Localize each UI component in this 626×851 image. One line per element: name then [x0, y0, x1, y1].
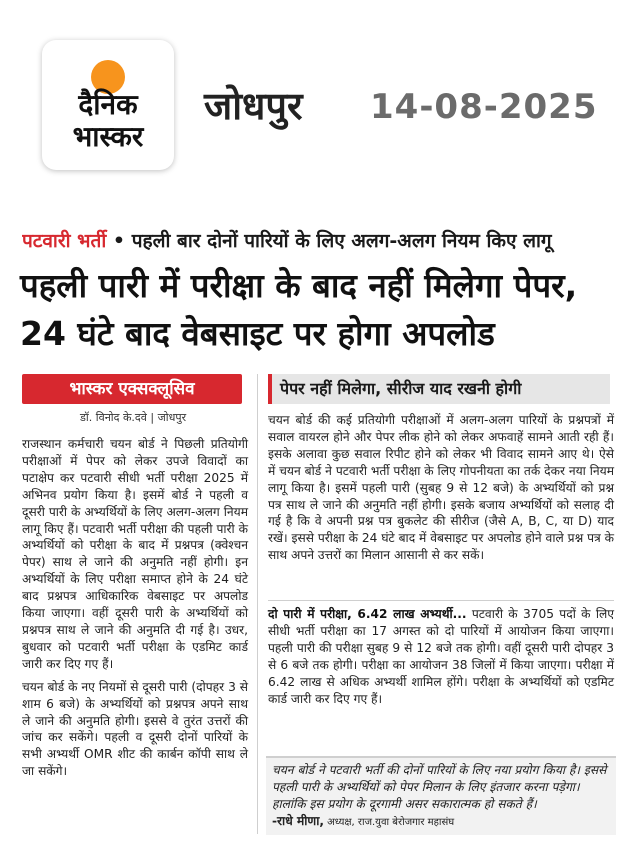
section-rule	[268, 600, 614, 601]
column-divider	[257, 374, 258, 834]
right-column	[268, 412, 614, 570]
right-subhead: पेपर नहीं मिलेगा, सीरीज याद रखनी होगी	[268, 374, 610, 404]
right-paragraph-1: चयन बोर्ड की कई प्रतियोगी परीक्षाओं में अलग-अलग पारियों के प्रश्नपत्रों में सवाल वायरल होने और पेपर लीक होने को लेकर अफवाहें सामने आती रही हैं। इसके अलावा कुछ सवाल रिपीट होने को लेकर भी विवाद सामने आए थे। ऐसे में चयन बोर्ड ने पटवारी भर्ती परीक्षा के लिए गोपनीयता का तर्क देकर नया नियम लागू किया है। इसमें पहली पारी (सुबह 9 से 12 बजे) के अभ्यर्थियों को प्रश्न पत्र साथ ले जाने की अनुमति नहीं होगी। इसके बजाय अभ्यर्थियों को सलाह दी गई है कि वे अपनी प्रश्न पत्र बुकलेट की सीरीज (जैसे A, B, C, या D) याद रखें। इससे परीक्षा के 24 घंटे बाद में वेबसाइट पर अपलोड होने वाले प्रश्न पत्र के साथ अपने उत्तरों का मिलान आसानी से कर सकें।	[268, 413, 614, 563]
tag-label: पटवारी भर्ती	[22, 230, 107, 252]
dainik-bhaskar-logo	[42, 40, 174, 170]
exam-info-box	[268, 606, 614, 708]
tag-text: पहली बार दोनों पारियों के लिए अलग-अलग नियम किए लागू	[131, 230, 552, 252]
quote-role: अध्यक्ष, राज.युवा बेरोजगार महासंघ	[323, 817, 455, 828]
article-tagline	[22, 228, 622, 254]
left-paragraph-1: राजस्थान कर्मचारी चयन बोर्ड ने पिछली प्रतियोगी परीक्षाओं में पेपर को लेकर उपजे विवादों का पटाक्षेप कर पटवारी सीधी भर्ती परीक्षा 2025 में अभिनव प्रयोग किया है। इसमें बोर्ड ने पहली व दूसरी पारी के अभ्यर्थियों के लिए अलग-अलग नियम लागू किए हैं। पटवारी भर्ती परीक्षा की पहली पारी के अभ्यर्थियों को परीक्षा के बाद में प्रश्नपत्र (क्वेश्चन पेपर) साथ ले जाने की अनुमति नहीं होगी। इन अभ्यर्थियों के लिए परीक्षा समाप्त होने के 24 घंटे बाद प्रश्नपत्र आधिकारिक वेबसाइट पर अपलोड किया जाएगा। वहीं दूसरी पारी के अभ्यर्थियों को प्रश्नपत्र साथ ले जाने की अनुमति दी गई है। उधर, बुधवार को पटवारी भर्ती परीक्षा के एडमिट कार्ड जारी कर दिए गए हैं।	[22, 437, 248, 671]
quote-box	[266, 756, 616, 835]
exam-info-text: पटवारी के 3705 पदों के लिए सीधी भर्ती परीक्षा का 17 अगस्त को दो पारियों में आयोजन किया जाएगा। पहली पारी की परीक्षा सुबह 9 से 12 बजे तक होगी। वहीं दूसरी पारी दोपहर 3 से 6 बजे तक होगी। परीक्षा का आयोजन 38 जिलों में किया जाएगा। परीक्षा में 6.42 लाख से अधिक अभ्यर्थी शामिल होंगे। परीक्षा के अभ्यर्थियों को एडमिट कार्ड जारी कर दिए गए हैं।	[268, 607, 614, 706]
left-paragraph-2: चयन बोर्ड के नए नियमों से दूसरी पारी (दोपहर 3 से शाम 6 बजे) के अभ्यर्थियों को प्रश्नपत्र अपने साथ ले जाने की अनुमति होगी। इससे वे तुरंत उत्तरों की जांच कर सकेंगे। पहली व दूसरी दोनों पारियों के सभी अभ्यर्थी OMR शीट की कार्बन कॉपी साथ ले जा सकेंगे।	[22, 679, 248, 779]
logo-line2: भास्कर	[72, 120, 144, 153]
byline: डॉ. विनोद के.दवे | जोधपुर	[80, 411, 187, 424]
quote-author: -राधे मीणा,	[272, 814, 324, 828]
exclusive-badge: भास्कर एक्सक्लूसिव	[22, 374, 242, 404]
article-headline: पहली पारी में परीक्षा के बाद नहीं मिलेगा पेपर, 24 घंटे बाद वेबसाइट पर होगा अपलोड	[20, 266, 578, 353]
exam-info-lead: दो पारी में परीक्षा, 6.42 लाख अभ्यर्थी...	[268, 607, 467, 621]
tag-bullet: •	[112, 230, 126, 252]
quote-text: चयन बोर्ड ने पटवारी भर्ती की दोनों पारियों के लिए नया प्रयोग किया है। इससे पहली पारी के अभ्यर्थियों को पेपर मिलान के लिए इंतजार करना पड़ेगा। हालांकि इस प्रयोग के दूरगामी असर सकारात्मक हो सकते हैं।	[272, 763, 607, 811]
left-column	[22, 436, 248, 786]
edition-city: जोधपुर	[204, 84, 303, 128]
edition-date: 14-08-2025	[370, 87, 598, 127]
logo-line1: दैनिक	[78, 88, 138, 121]
